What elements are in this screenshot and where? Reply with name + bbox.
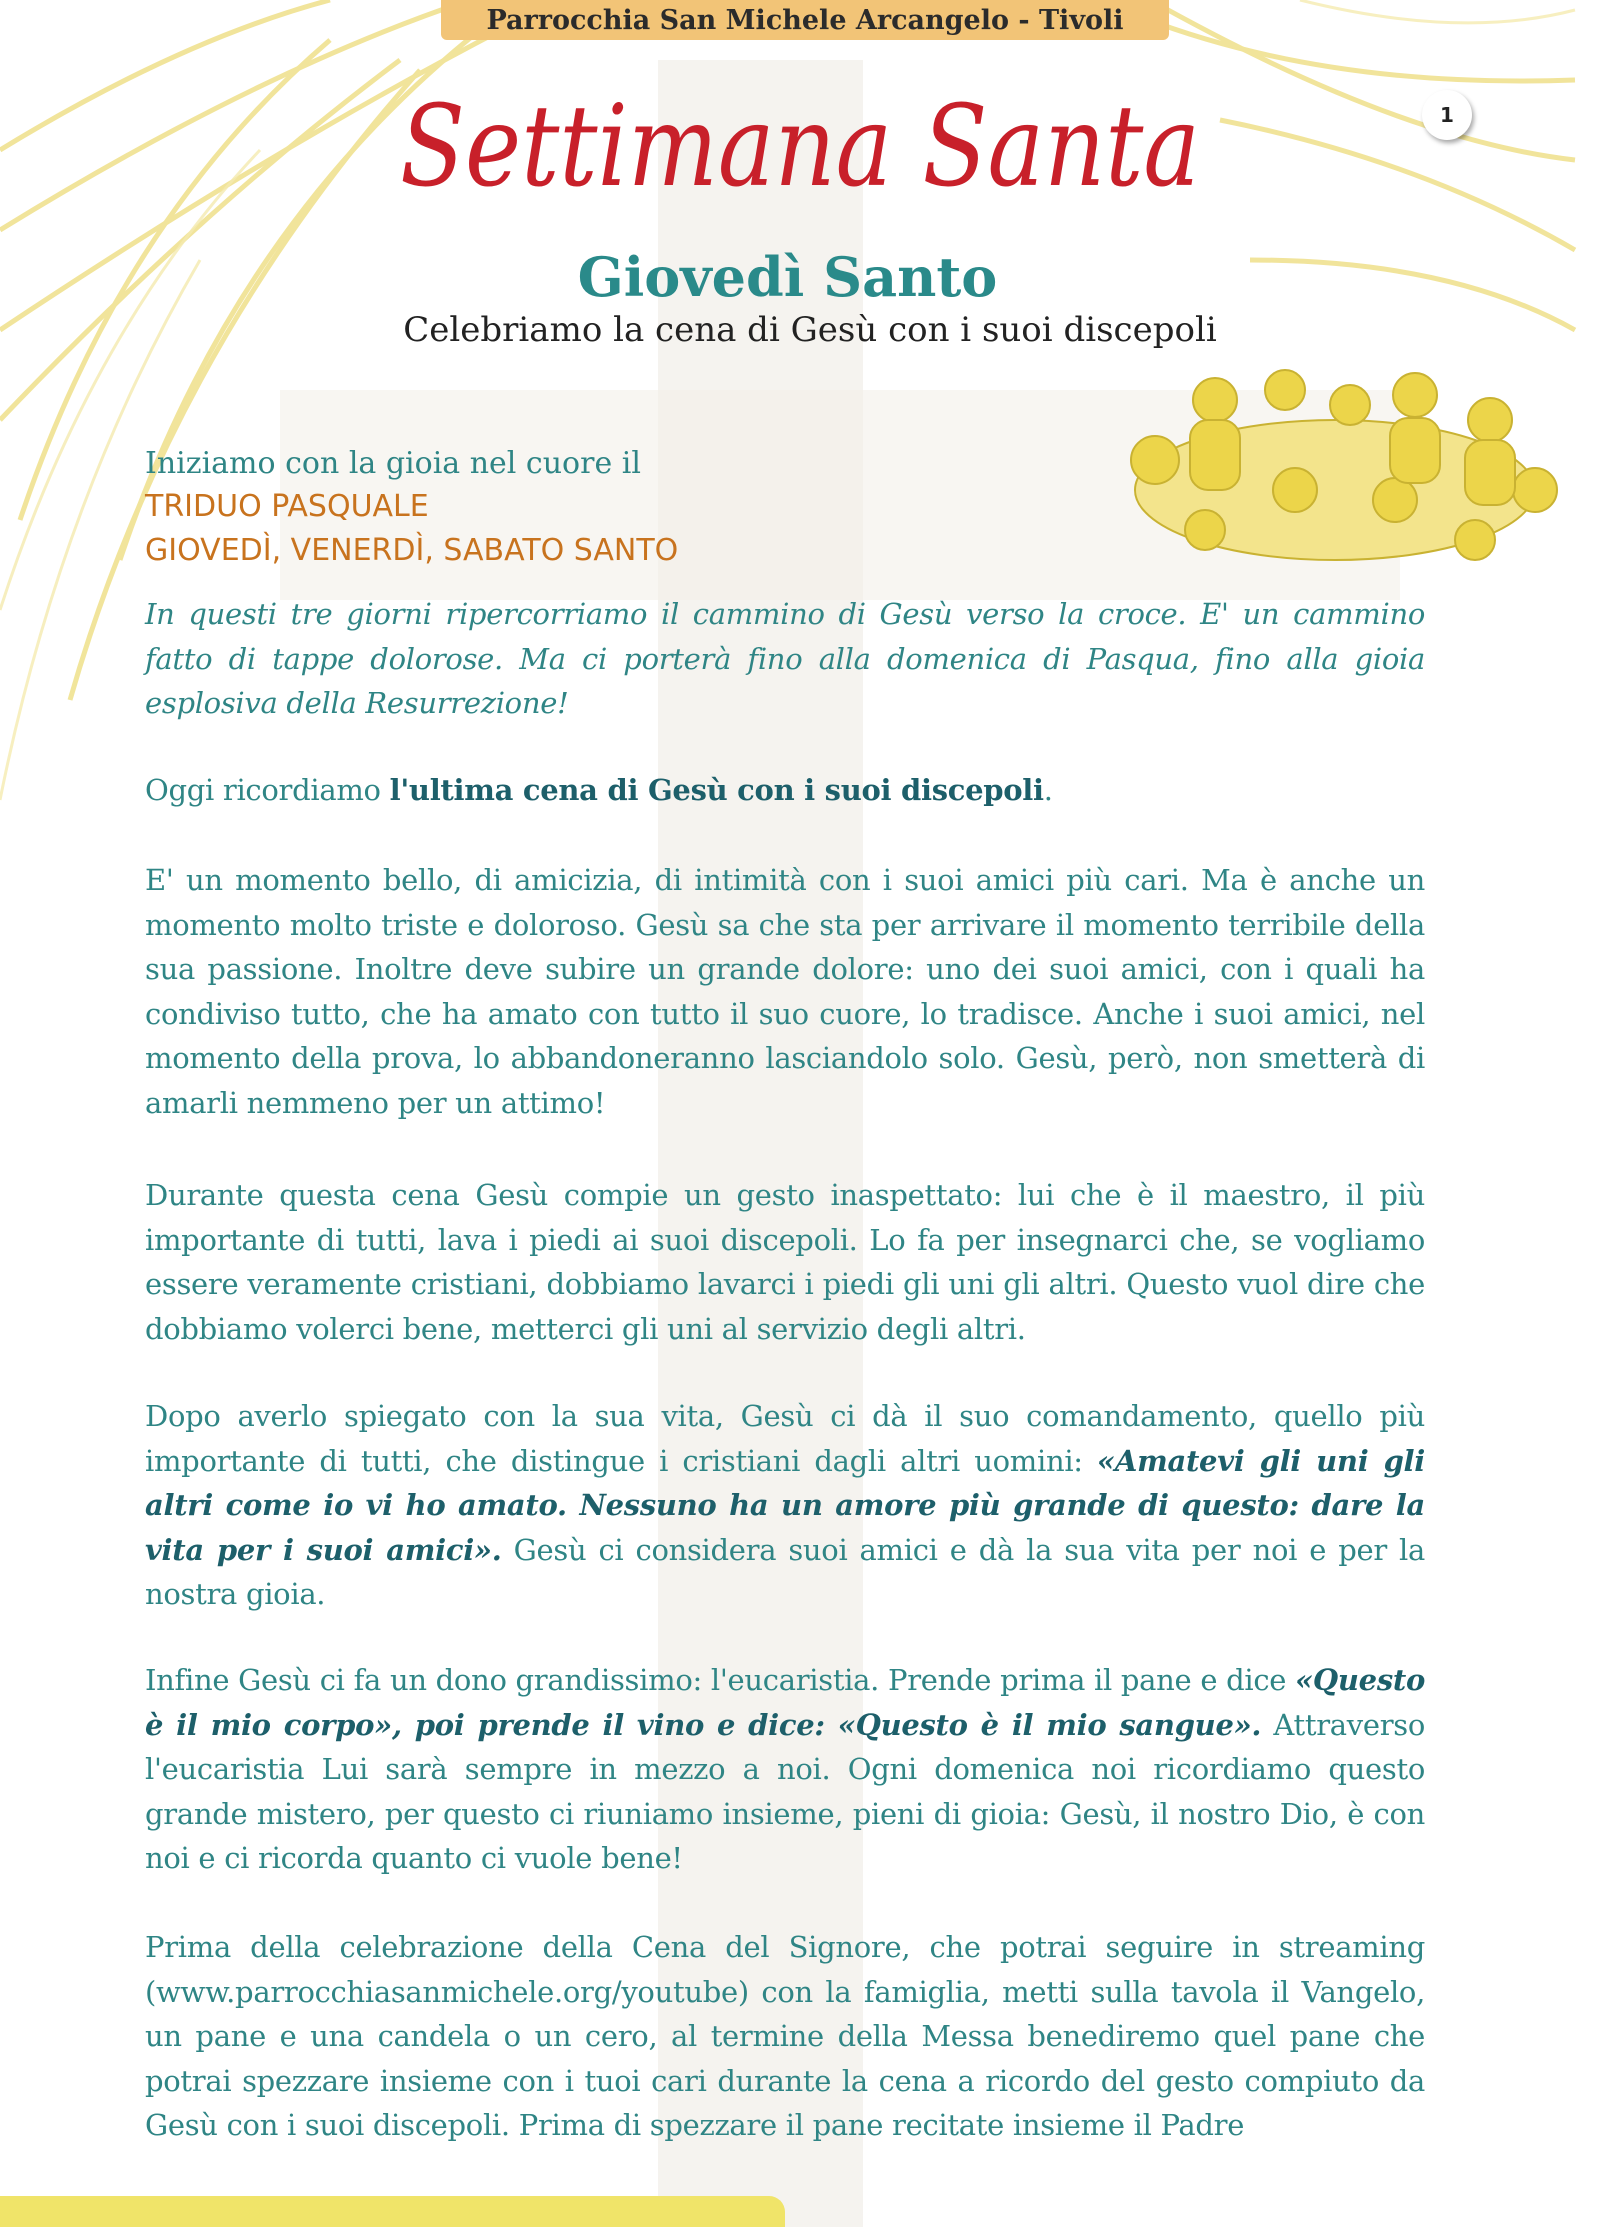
paragraph-today [145,768,1425,813]
paragraph-today-lead: Oggi ricordiamo [145,773,390,807]
parish-banner: Parrocchia San Michele Arcangelo - Tivoli [441,0,1169,40]
main-title-text: Settimana Santa [400,82,1200,212]
paragraph-comandamento-quote: «Amatevi gli uni gli altri come io vi ho amato. Nessuno ha un amore più grande di questo: dare la vita per i suoi amici». [145,1443,1425,1567]
page-number: 1 [1422,90,1472,140]
paragraph-comandamento [145,1394,1425,1617]
paragraph-momento: E' un momento bello, di amicizia, di intimità con i suoi amici più cari. Ma è anche un momento molto triste e doloroso. Gesù sa che sta per arrivare il momento terribile della sua passione. Inoltre deve subire un grande dolore: uno dei suoi amici, con i quali ha condiviso tutto, che ha amato con tutto il suo cuore, lo tradisce. Anche i suoi amici, nel momento della prova, lo abbandoneranno lasciandolo solo. Gesù, però, non smetterà di amarli nemmeno per un attimo! [145,863,1425,1120]
paragraph-triduo: In questi tre giorni ripercorriamo il cammino di Gesù verso la croce. E' un cammino fatto di tappe dolorose. Ma ci porterà fino alla domenica di Pasqua, fino alla gioia esplosiva della Resurrezione! [145,597,1425,720]
intro-line: Iniziamo con la gioia nel cuore il [145,446,641,481]
paragraph-eucaristia-lead: Infine Gesù ci fa un dono grandissimo: l'eucaristia. Prende prima il pane e dice [145,1663,1296,1697]
paragraph-eucaristia-end: Attraverso l'eucaristia Lui sarà sempre in mezzo a noi. Ogni domenica noi ricordiamo questo grande mistero, per questo ci riuniamo insieme, pieni di gioia: Gesù, il nostro Dio, è con noi e ci ricorda quanto ci vuole bene! [145,1707,1425,1875]
paragraph-lavanda: Durante questa cena Gesù compie un gesto inaspettato: lui che è il maestro, il più importante di tutti, lava i piedi ai suoi discepoli. Lo fa per insegnarci che, se vogliamo essere veramente cristiani, dobbiamo lavarci i piedi gli uni gli altri. Questo vuol dire che dobbiamo volerci bene, metterci gli uni al servizio degli altri. [145,1178,1425,1346]
paragraph-today-emphasis: l'ultima cena di Gesù con i suoi discepoli [389,773,1044,807]
footer-bar [0,2196,785,2227]
main-title [360,70,1240,240]
paragraph-comandamento-lead: Dopo averlo spiegato con la sua vita, Gesù ci dà il suo comandamento, quello più importante di tutti, che distingue i cristiani dagli altri uomini: [145,1399,1425,1478]
paragraph-eucaristia [145,1658,1425,1881]
paragraph-eucaristia-quote: «Questo è il mio corpo», poi prende il vino e dice: «Questo è il mio sangue». [145,1663,1425,1742]
subtitle: Giovedì Santo [577,245,998,309]
triduo-days: GIOVEDÌ, VENERDÌ, SABATO SANTO [145,533,679,568]
triduo-heading: TRIDUO PASQUALE [145,489,429,524]
paragraph-comandamento-end: Gesù ci considera suoi amici e dà la sua vita per noi e per la nostra gioia. [145,1532,1425,1611]
paragraph-today-end: . [1043,773,1053,807]
paragraph-celebrazione: Prima della celebrazione della Cena del Signore, che potrai seguire in streaming (www.parrocchiasanmichele.org/youtube) con la famiglia, metti sulla tavola il Vangelo, un pane e una candela o un cero, al termine della Messa benediremo quel pane che potrai spezzare insieme con i tuoi cari durante la cena a ricordo del gesto compiuto da Gesù con i suoi discepoli. Prima di spezzare il pane recitate insieme il Padre [145,1930,1425,2142]
children-circle-illustration [1095,340,1575,590]
subheading: Celebriamo la cena di Gesù con i suoi discepoli [403,310,1217,350]
